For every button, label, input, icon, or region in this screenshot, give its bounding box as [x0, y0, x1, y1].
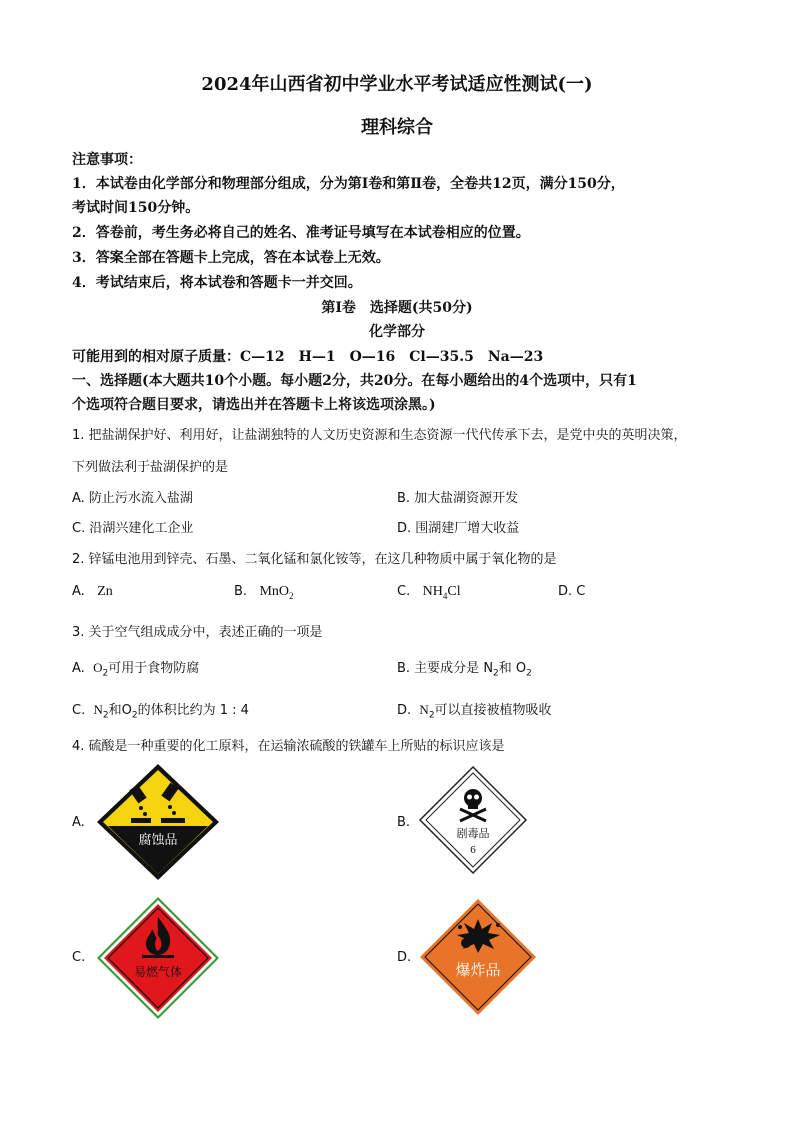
q4-option-c-letter: C.: [72, 950, 86, 965]
flammable-gas-sign-label: 易燃气体: [133, 965, 183, 979]
q1-stem-b: 下列做法利于盐湖保护的是: [72, 460, 229, 475]
q2-option-c-formula: $NH_4Cl$: [422, 584, 461, 601]
explosive-sign: [418, 897, 538, 1017]
q4-stem: 4. 硫酸是一种重要的化工原料，在运输浓硫酸的铁罐车上所贴的标识应该是: [72, 739, 505, 754]
atomic-mass-line: 可能用到的相对原子质量：C—12 H—1 O—16 Cl—35.5 Na—23: [72, 349, 544, 365]
q4-option-b-letter: B.: [397, 815, 411, 830]
toxic-sign-label: 剧毒品: [456, 827, 490, 840]
notes-heading: 注意事项：: [72, 152, 142, 168]
q2-stem: 2. 锌锰电池用到锌壳、石墨、二氧化锰和氯化铵等，在这几种物质中属于氧化物的是: [72, 552, 557, 567]
exam-title: 2024年山西省初中学业水平考试适应性测试(一): [201, 74, 593, 95]
q2-option-a-formula: Zn: [97, 584, 113, 599]
q2-option-b-formula: MnO$_2$: [259, 584, 294, 601]
q3-option-b: B. 主要成分是 $N_2$和 $O_2$: [397, 661, 532, 679]
q3-option-a: A. $O_2$可用于食物防腐: [72, 660, 200, 679]
flammable-gas-sign: [95, 895, 221, 1021]
q2-option-c-letter: C.: [397, 584, 411, 599]
notes-item-4: 4．考试结束后，将本试卷和答题卡一并交回。: [72, 275, 362, 291]
corrosive-sign: [95, 762, 221, 882]
q3-option-c: C. $N_2$和$O_2$的体积比约为 1 : 4: [72, 702, 249, 721]
q4-option-d-letter: D.: [397, 950, 412, 965]
q2-option-b: [234, 584, 294, 601]
notes-item-1a: 1．本试卷由化学部分和物理部分组成，分为第Ⅰ卷和第Ⅱ卷，全卷共12页，满分150分，: [72, 176, 625, 192]
notes-item-1b: 考试时间150分钟。: [72, 200, 200, 216]
q2-option-b-letter: B.: [234, 584, 248, 599]
q3-option-d: D. $N_2$可以直接被植物吸收: [397, 702, 552, 721]
corrosive-sign-label: 腐蚀品: [138, 833, 178, 848]
notes-item-3: 3．答案全部在答题卡上完成，答在本试卷上无效。: [72, 250, 390, 266]
toxic-sign: [418, 765, 528, 875]
q1-option-a: A. 防止污水流入盐湖: [72, 491, 193, 506]
q1-option-b: B. 加大盐湖资源开发: [397, 491, 519, 506]
toxic-sign-class: 6: [470, 844, 476, 856]
q4-option-a-letter: A.: [72, 815, 85, 830]
q3-stem: 3. 关于空气组成成分中，表述正确的一项是: [72, 625, 323, 640]
q2-option-a: [72, 584, 113, 600]
exam-subtitle: 理科综合: [361, 117, 433, 138]
q1-stem-a: 1. 把盐湖保护好、利用好，让盐湖独特的人文历史资源和生态资源一代代传承下去，是党中央的英明决策，: [72, 428, 687, 443]
q2-option-a-letter: A.: [72, 584, 85, 599]
notes-item-2: 2．答卷前，考生务必将自己的姓名、准考证号填写在本试卷相应的位置。: [72, 225, 530, 241]
q2-option-c: [397, 584, 461, 601]
part-title: 化学部分: [369, 324, 425, 340]
q1-option-c: C. 沿湖兴建化工企业: [72, 521, 194, 536]
q1-option-d: D. 围湖建厂增大收益: [397, 521, 520, 536]
q2-option-d: D. C: [558, 584, 586, 599]
instruction-line-b: 个选项符合题目要求，请选出并在答题卡上将该选项涂黑。): [72, 397, 436, 413]
instruction-line-a: 一、选择题(本大题共10个小题。每小题2分，共20分。在每小题给出的4个选项中，只有1: [72, 373, 637, 389]
explosive-sign-label: 爆炸品: [455, 961, 501, 979]
volume-title: 第Ⅰ卷 选择题(共50分): [321, 300, 473, 316]
